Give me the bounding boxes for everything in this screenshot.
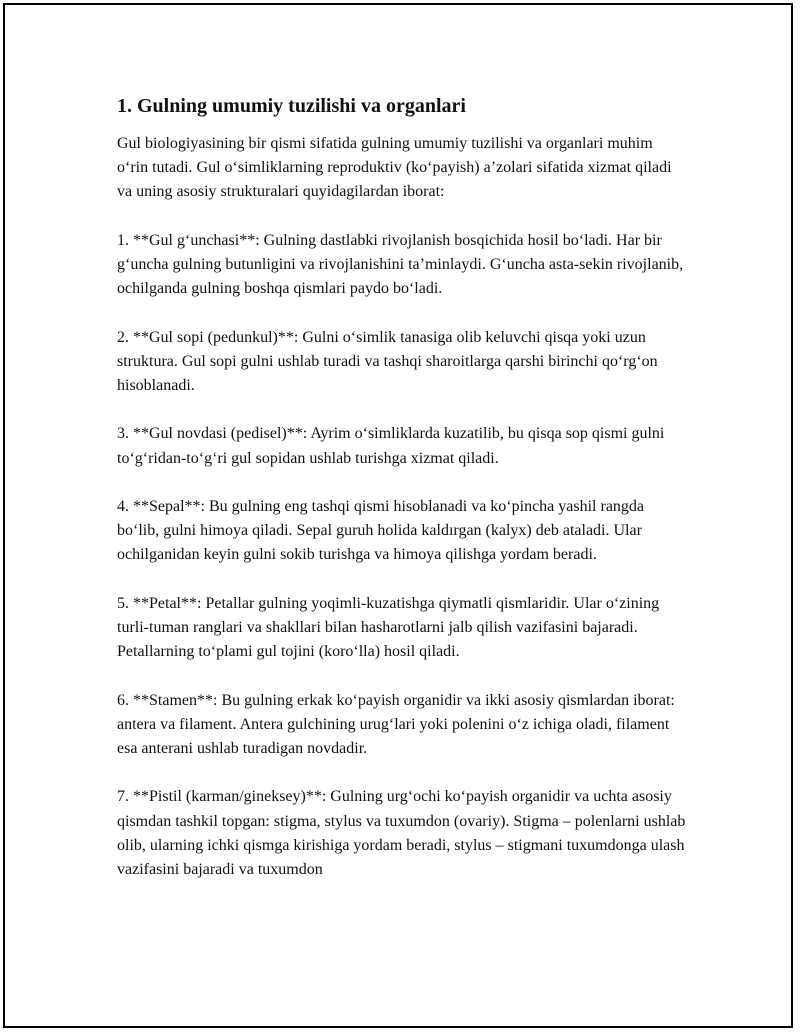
list-item-sepal: 4. **Sepal**: Bu gulning eng tashqi qismi hisoblanadi va ko‘pincha yashil rangda bo‘lib, gulni himoya qiladi. Sepal guruh holida kaldırgan (kalyx) deb ataladi. Ular ochilganidan keyin gulni sokib turishga va himoya qilishga yordam beradi. <box>117 497 645 564</box>
list-item-pistil: 7. **Pistil (karman/gineksey)**: Gulning urg‘ochi ko‘payish organidir va uchta asosiy qismdan tashkil topgan: stigma, stylus va tuxumdon (ovariy). Stigma – polenlarni ushlab olib, ularning ichki qismga kirishiga yordam beradi, stylus – stigmani tuxumdonga ulash vazifasini bajaradi va tuxumdon <box>117 788 686 878</box>
list-item-stamen: 6. **Stamen**: Bu gulning erkak ko‘payish organidir va ikki asosiy qismlardan iborat: antera va filament. Antera gulchining urug‘lari yoki polenini o‘z ichiga oladi, filament esa anterani ushlab turadigan novdadir. <box>117 691 675 757</box>
intro-paragraph: Gul biologiyasining bir qismi sifatida gulning umumiy tuzilishi va organlari muhim o‘rin tutadi. Gul o‘simliklarning reproduktiv (ko‘payish) a’zolari sifatida xizmat qiladi va uning asosiy strukturalari quyidagilardan iborat: <box>117 135 672 201</box>
list-item-pedicel: 3. **Gul novdasi (pedisel)**: Ayrim o‘simliklarda kuzatilib, bu qisqa sop qismi gulni to‘g‘ridan-to‘g‘ri gul sopidan ushlab turishga xizmat qiladi. <box>117 425 665 467</box>
list-item-petal: 5. **Petal**: Petallar gulning yoqimli-kuzatishga qiymatli qismlaridir. Ular o‘zining turli-tuman ranglari va shakllari bilan hasharotlarni jalb qilish vazifasini bajaradi. Petallarning to‘plami gul tojini (koro‘lla) hosil qiladi. <box>117 594 660 661</box>
document-body <box>117 92 687 906</box>
document-title: 1. Gulning umumiy tuzilishi va organlari <box>117 95 466 117</box>
list-item-peduncle: 2. **Gul sopi (pedunkul)**: Gulni o‘simlik tanasiga olib keluvchi qisqa yoki uzun struktura. Gul sopi gulni ushlab turadi va tashqi sharoitlarga qarshi birinchi qo‘rg‘on hisoblanadi. <box>117 328 658 394</box>
list-item-bud: 1. **Gul g‘unchasi**: Gulning dastlabki rivojlanish bosqichida hosil bo‘ladi. Har bir g‘uncha gulning butunligini va rivojlanishini ta’minlaydi. G‘uncha asta-sekin rivojlanib, ochilganda gulning boshqa qismlari paydo bo‘ladi. <box>117 231 684 298</box>
